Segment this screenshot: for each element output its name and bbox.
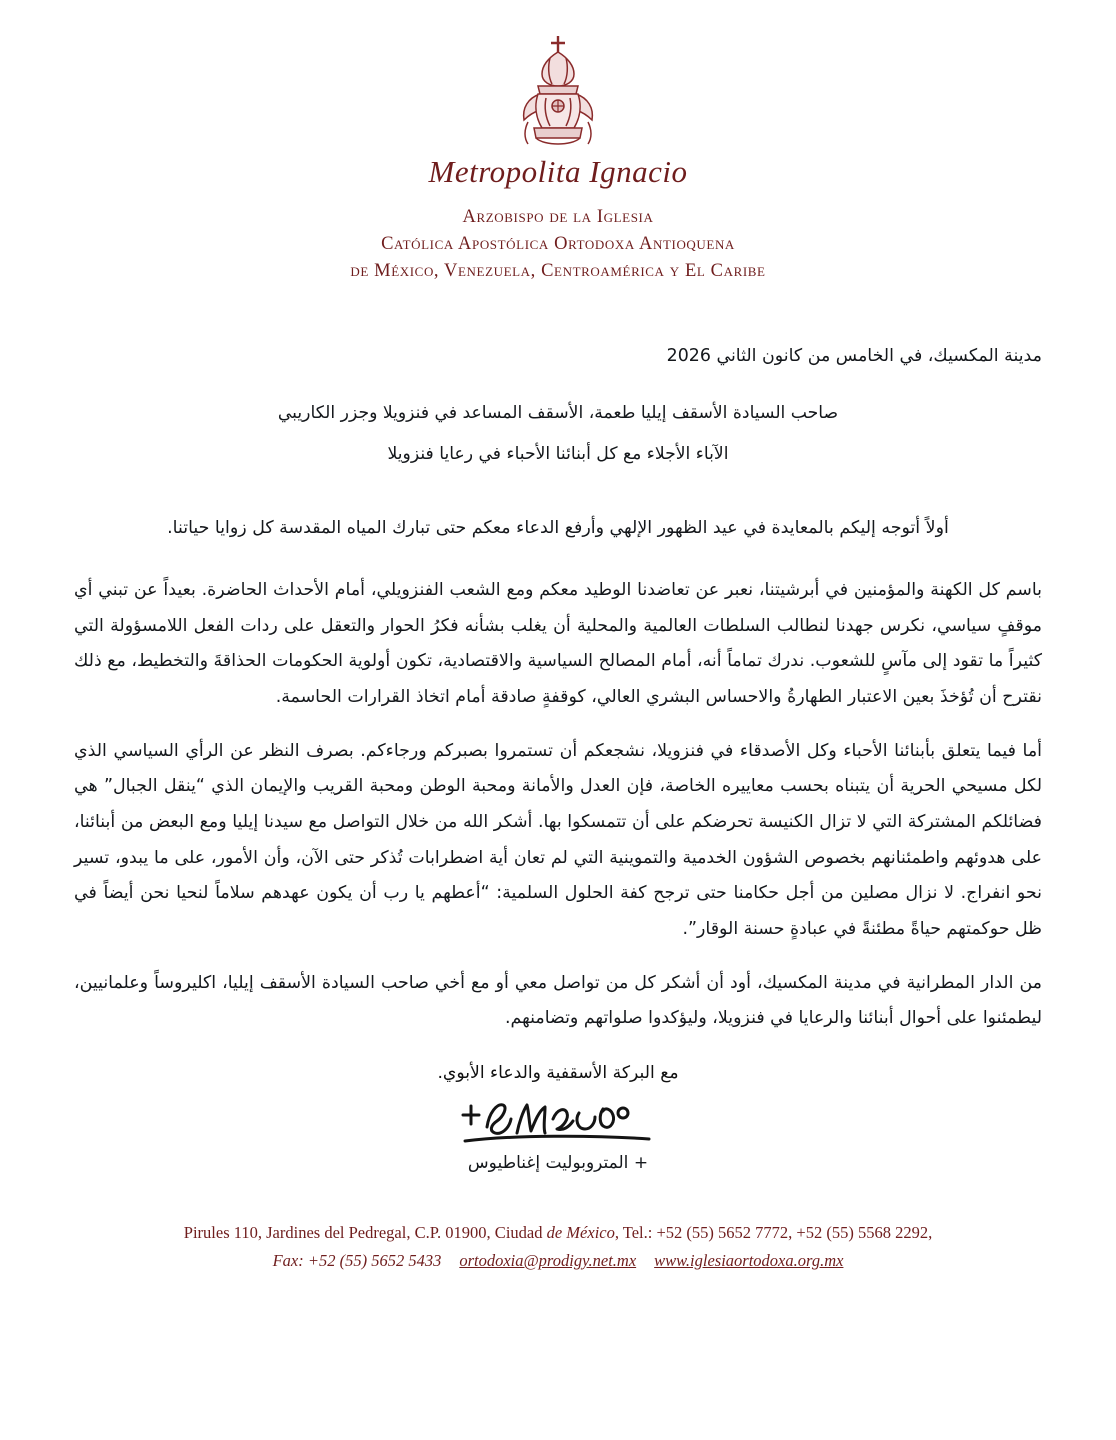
letter-addressee xyxy=(74,396,1042,471)
letterhead-line-3: de México, Venezuela, Centroamérica y El Caribe xyxy=(350,260,766,281)
footer-contact-line xyxy=(74,1247,1042,1275)
letter-paragraph-4: من الدار المطرانية في مدينة المكسيك، أود أن أشكر كل من تواصل معي أو مع أخي صاحب السيادة الأسقف إيليا، اكليروساً وعلمانيين، ليطمئنوا على أحوال أبنائنا والرعايا في فنزويلا، وليؤكدوا صلواتهم وتضامنهم. xyxy=(74,972,1042,1029)
addressee-line-1: صاحب السيادة الأسقف إيليا طعمة، الأسقف المساعد في فنزويلا وجزر الكاريبي xyxy=(277,403,839,424)
letter-paragraph-1: أولاً أتوجه إليكم بالمعايدة في عيد الظهور الإلهي وأرفع الدعاء معكم حتى تبارك المياه المقدسة كل زوايا حياتنا. xyxy=(167,518,949,539)
letterhead-line-1: Arzobispo de la Iglesia xyxy=(462,207,654,227)
letterhead-name: Metropolita Ignacio xyxy=(428,154,688,189)
footer-website-link[interactable]: www.iglesiaortodoxa.org.mx xyxy=(654,1251,844,1271)
letterhead xyxy=(74,154,1042,284)
footer-address-part2: , Tel.: +52 (55) 5652 7772, +52 (55) 5568 2292, xyxy=(614,1222,933,1242)
footer xyxy=(74,1219,1042,1275)
letterhead-line-2: Católica Apostólica Ortodoxa Antioquena xyxy=(381,233,735,254)
footer-address-part1: Pirules 110, Jardines del Pedregal, C.P. 01900, Ciudad xyxy=(183,1222,547,1242)
letter-closing: مع البركة الأسقفية والدعاء الأبوي. xyxy=(437,1062,679,1083)
letter-body xyxy=(74,511,1042,1037)
letterhead-crest xyxy=(74,32,1042,150)
footer-fax: Fax: +52 (55) 5652 5433 xyxy=(272,1251,442,1271)
footer-email-link[interactable]: ortodoxia@prodigy.net.mx xyxy=(459,1251,637,1271)
addressee-line-2: الآباء الأجلاء مع كل أبنائنا الأحباء في رعايا فنزويلا xyxy=(387,443,729,464)
episcopal-crown-crest-icon xyxy=(498,32,618,150)
letter-paragraph-2: باسم كل الكهنة والمؤمنين في أبرشيتنا، نعبر عن تعاضدنا الوطيد معكم ومع الشعب الفنزويلي، أمام الأحداث الحاضرة. بعيداً عن تبني أي موقفٍ سياسي، نكرس جهدنا لنطالب السلطات العالمية والمحلية أن يغلب بشأنه فكرُ الحوار والتعقل على ردات الفعل اللامسؤولة التي كثيراً ما تقود إلى مآسٍ للشعوب. ندرك تماماً أنه، أمام المصالح السياسية والاقتصادية، تكون أولوية الحكومات الحذاقةَ والتخطيط، مع ذلك نقترح أن تُؤخذَ بعين الاعتبار الطهارةُ والاحساس البشري العالي، كوقفةٍ صادقة أمام اتخاذ القرارات الحاسمة. xyxy=(74,579,1042,707)
letter-paragraph-3: أما فيما يتعلق بأبنائنا الأحباء وكل الأصدقاء في فنزويلا، نشجعكم أن تستمروا بصبركم ورجاءكم. بصرف النظر عن الرأي السياسي الذي لكل مسيحي الحرية أن يتبناه بحسب معاييره الخاصة، فإن العدل والأمانة ومحبة الوطن ومحبة القريب والإيمان الذي “ينقل الجبال” هي فضائلكم المشتركة التي لا تزال الكنيسة تحرضكم على أن تتمسكوا بها. أشكر الله من خلال التواصل مع سيدنا إيليا ومع البعض من أبنائنا، على هدوئهم واطمئنانهم بخصوص الشؤون الخدمية والتموينية التي لم تعان أية اضطرابات تُذكر حتى الآن، وأن الأمور، على ما يبدو، تسير نحو انفراج. لا نزال مصلين من أجل حكامنا حتى ترجح كفة الحلول السلمية: “أعطهم يا رب أن يكون عهدهم سلاماً لنحيا نحن أيضاً في ظل حوكمتهم حياةً مطئنةً في عبادةٍ حسنة الوقار”. xyxy=(74,740,1042,939)
signature-block xyxy=(74,1089,1042,1173)
footer-address-line xyxy=(74,1219,1042,1247)
letter-date: مدينة المكسيك، في الخامس من كانون الثاني 2026 xyxy=(666,346,1042,367)
handwritten-signature-ignacio-icon xyxy=(453,1089,663,1151)
footer-address-city: de México xyxy=(546,1222,615,1242)
signer-name: + المتروبوليت إغناطيوس xyxy=(467,1152,649,1173)
